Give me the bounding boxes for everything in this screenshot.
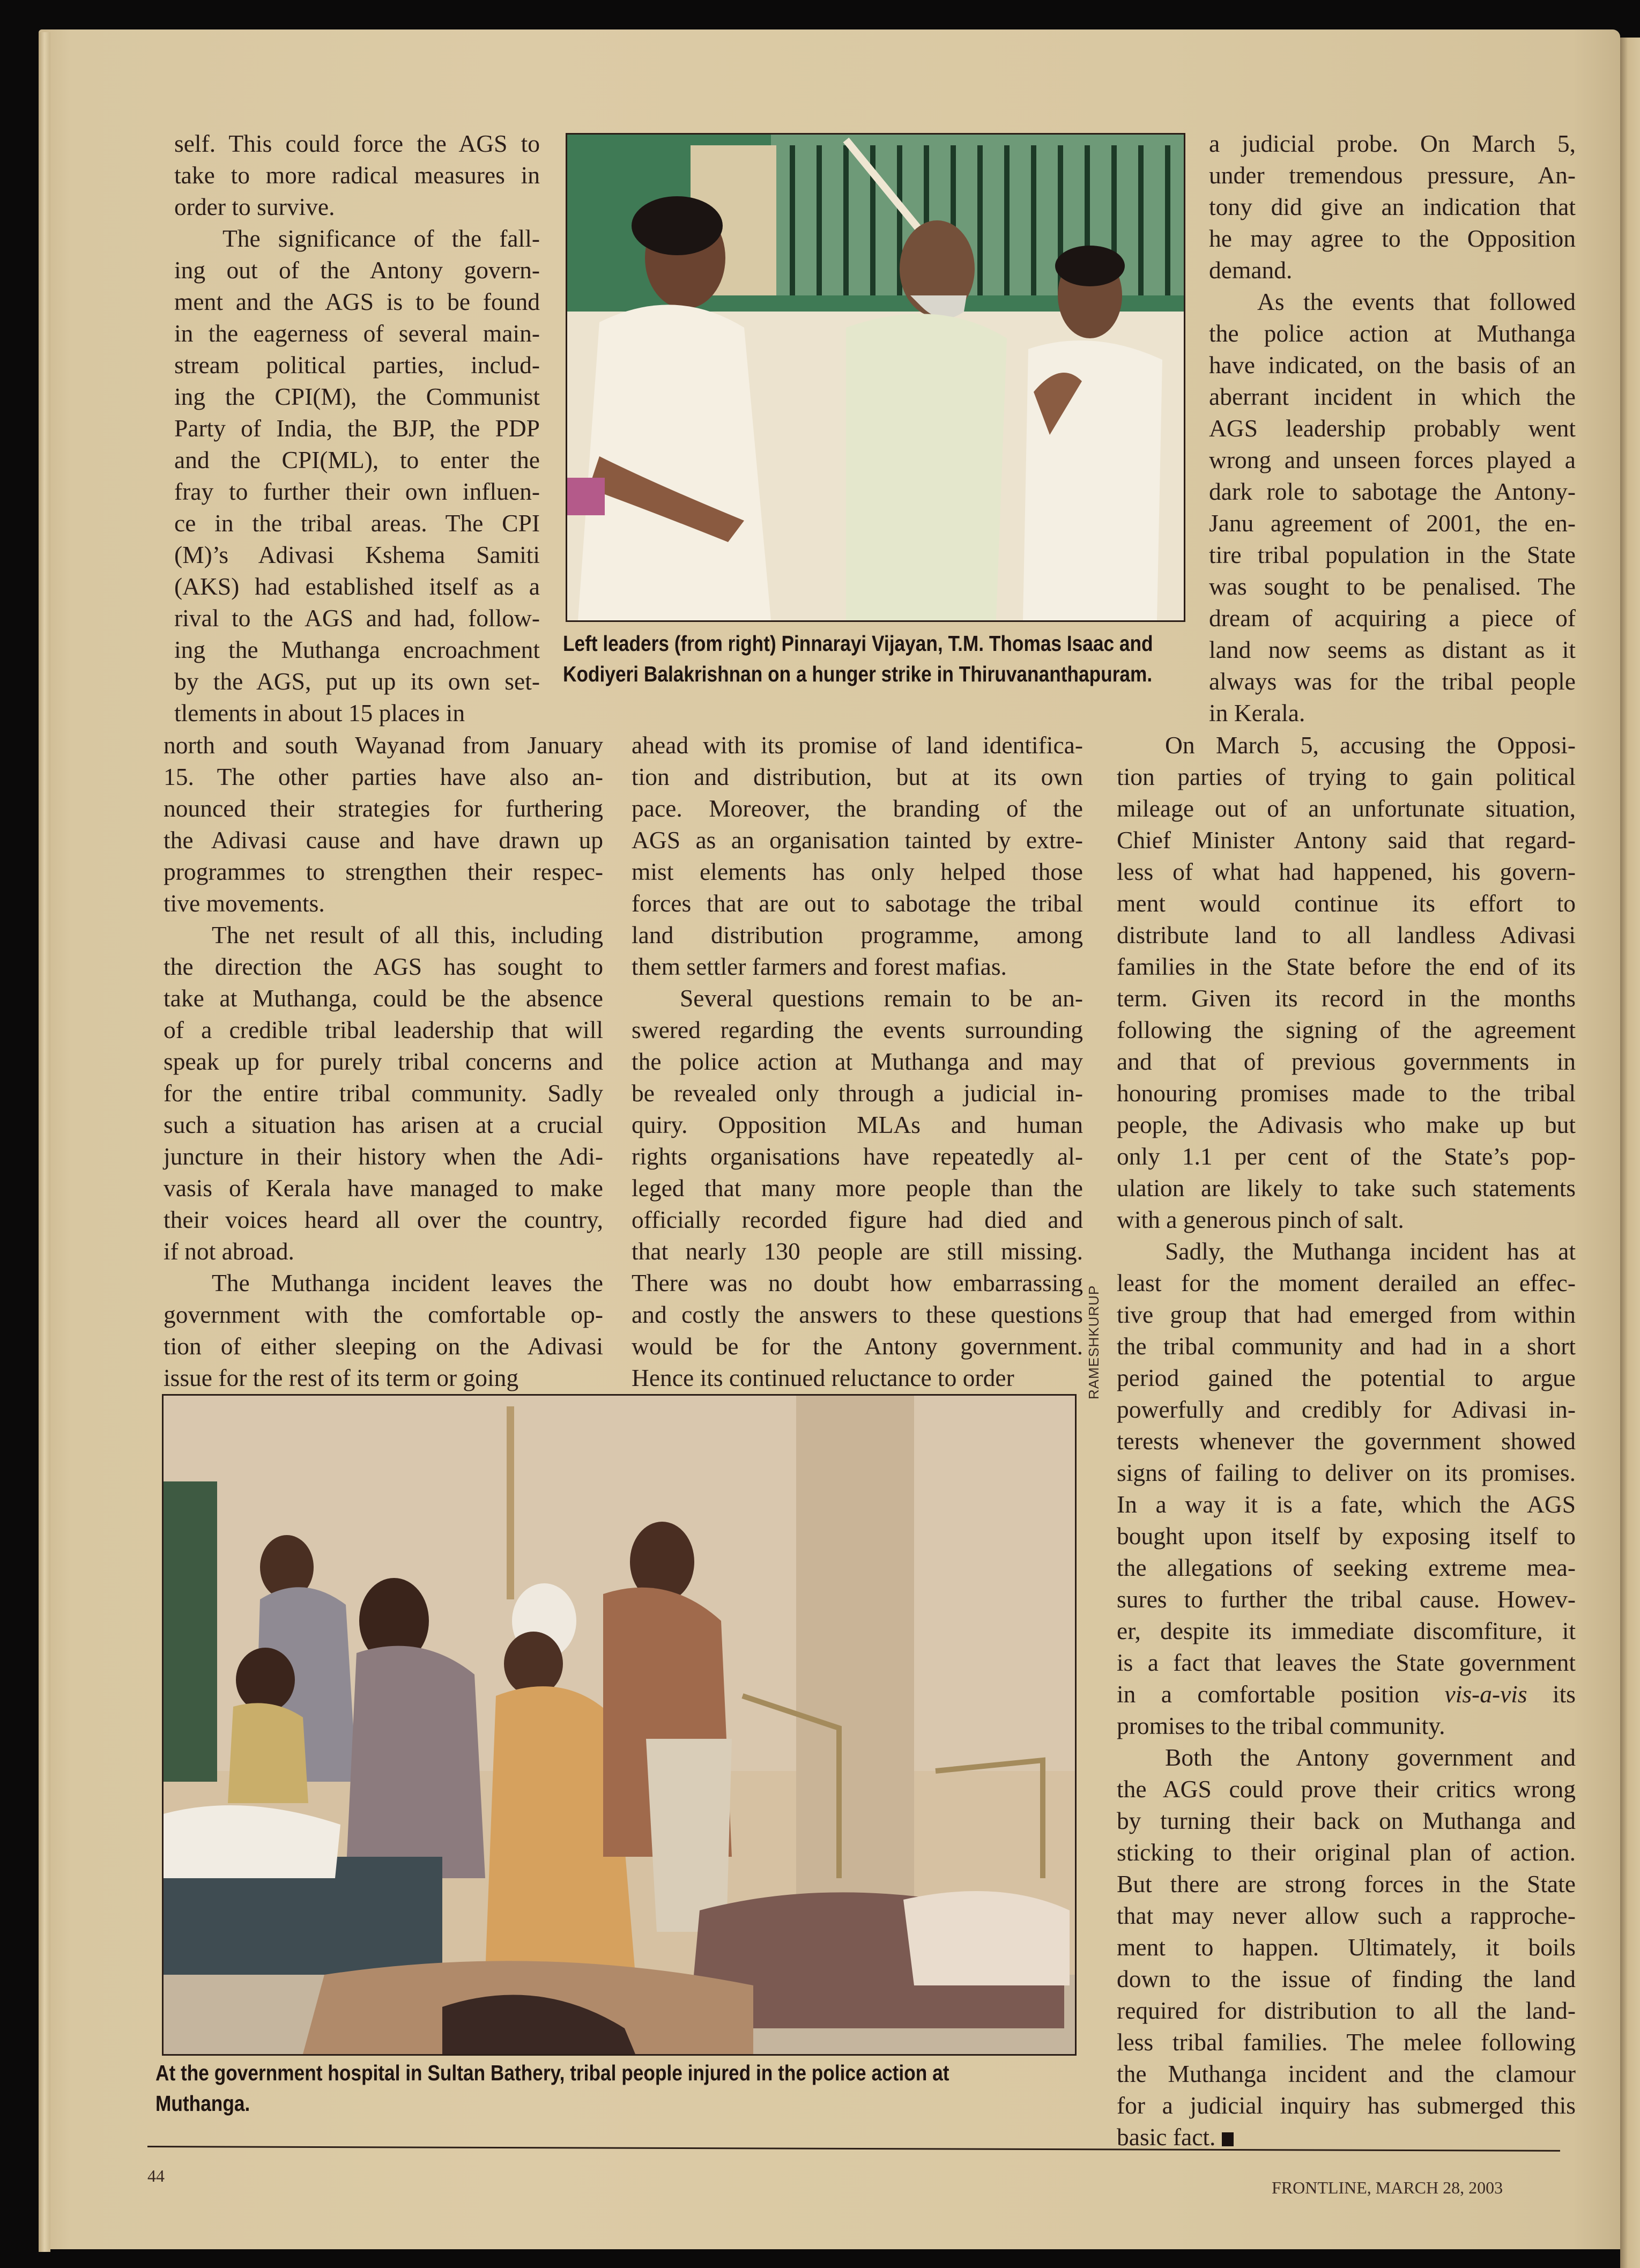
text-line: in Kerala. (1209, 699, 1305, 727)
text-line: take at Muthanga, could be the absence (164, 984, 603, 1012)
text-line: and that of previous governments in (1117, 1048, 1576, 1075)
text-line: self. This could force the AGS to (174, 130, 540, 157)
text-line: mileage out of an unfortunate situation, (1117, 795, 1576, 822)
text-line: forces that are out to sabotage the tribal (632, 890, 1083, 917)
text-line: The Muthanga incident leaves the (212, 1269, 603, 1296)
text-line: the allegations of seeking extreme mea- (1117, 1554, 1576, 1581)
text-line: sures to further the tribal cause. Howev- (1117, 1585, 1576, 1613)
text-line: such a situation has arisen at a crucial (164, 1111, 603, 1138)
text-line: following the signing of the agreement (1117, 1016, 1576, 1043)
text-line: ment and the AGS is to be found (174, 288, 540, 315)
text-line: AGS as an organisation tainted by extre- (632, 826, 1083, 854)
text-line: juncture in their history when the Adi- (164, 1143, 603, 1170)
text-line: land now seems as distant as it (1209, 636, 1576, 663)
text-line: the direction the AGS has sought to (164, 953, 603, 980)
text-line: ce in the tribal areas. The CPI (174, 509, 540, 537)
text-line: tive group that had emerged from within (1117, 1301, 1576, 1328)
text-line: ment would continue its effort to (1117, 890, 1576, 917)
text-line: tion parties of trying to gain political (1117, 763, 1576, 790)
text-line: be revealed only through a judicial in- (632, 1079, 1083, 1107)
text-line: honouring promises made to the tribal (1117, 1079, 1576, 1107)
hospital-photo-image (164, 1396, 1075, 2054)
text-line: ing the CPI(M), the Communist (174, 383, 540, 410)
text-line: for a judicial inquiry has submerged this (1117, 2092, 1576, 2119)
text-line: bought upon itself by exposing itself to (1117, 1522, 1576, 1550)
text-line: required for distribution to all the land- (1117, 1997, 1576, 2024)
text-line: always was for the tribal people (1209, 668, 1576, 695)
text-line: in the eagerness of several main- (174, 320, 540, 347)
text-line: is a fact that leaves the State government (1117, 1649, 1576, 1676)
text-line: under tremendous pressure, An- (1209, 161, 1576, 189)
text-line: aberrant incident in which the (1209, 383, 1576, 410)
article-column-right-bottom (1117, 729, 1576, 2153)
text-line: AGS leadership probably went (1209, 414, 1576, 442)
text-line: officially recorded figure had died and (632, 1206, 1083, 1233)
text-line: dark role to sabotage the Antony- (1209, 478, 1576, 505)
hunger-strike-photo-caption: Left leaders (from right) Pinnarayi Vijayan, T.M. Thomas Isaac and Kodiyeri Balakrishnan on a hunger strike in Thiruvananthapuram. (563, 631, 1153, 686)
text-line: that nearly 130 people are still missing. (632, 1237, 1083, 1265)
text-line: the police action at Muthanga and may (632, 1048, 1083, 1075)
text-line: rival to the AGS and had, follow- (174, 604, 540, 632)
text-line: least for the moment derailed an effec- (1117, 1269, 1576, 1296)
text-line: But there are strong forces in the State (1117, 1870, 1576, 1898)
text-line: (M)’s Adivasi Kshema Samiti (174, 541, 540, 568)
text-line: the police action at Muthanga (1209, 320, 1576, 347)
text-line: Chief Minister Antony said that regard- (1117, 826, 1576, 854)
text-line: 15. The other parties have also an- (164, 763, 603, 790)
text-line: On March 5, accusing the Opposi- (1165, 731, 1576, 759)
text-line: Both the Antony government and (1165, 1744, 1576, 1771)
text-line: signs of failing to deliver on its promises. (1117, 1459, 1576, 1486)
text-line: period gained the potential to argue (1117, 1364, 1576, 1391)
text-line: speak up for purely tribal concerns and (164, 1048, 603, 1075)
text-line: with a generous pinch of salt. (1117, 1206, 1404, 1233)
text-line: less tribal families. The melee following (1117, 2028, 1576, 2056)
text-line: There was no doubt how embarrassing (632, 1269, 1083, 1296)
text-line: ment to happen. Ultimately, it boils (1117, 1933, 1576, 1961)
article-column-right-top (1209, 128, 1576, 729)
text-line: of a credible tribal leadership that will (164, 1016, 603, 1043)
text-line: north and south Wayanad from January (164, 731, 603, 759)
text-line: the tribal community and had in a short (1117, 1332, 1576, 1360)
text-line: Janu agreement of 2001, the en- (1209, 509, 1576, 537)
photo-credit: RAMESHKURUP (1086, 1285, 1102, 1399)
text-line: programmes to strengthen their respec- (164, 858, 603, 885)
text-line: wrong and unseen forces played a (1209, 446, 1576, 473)
text-line: if not abroad. (164, 1237, 294, 1265)
text-line: term. Given its record in the months (1117, 984, 1576, 1012)
article-column-middle (632, 729, 1083, 1394)
hunger-strike-photo-image (567, 135, 1184, 620)
text-line: The significance of the fall- (222, 225, 540, 252)
text-line: nounced their strategies for furthering (164, 795, 603, 822)
page-number: 44 (147, 2166, 165, 2185)
text-line: have indicated, on the basis of an (1209, 351, 1576, 379)
text-line: fray to further their own influen- (174, 478, 540, 505)
text-line: rights organisations have repeatedly al- (632, 1143, 1083, 1170)
text-line: was sought to be penalised. The (1209, 573, 1576, 600)
text-line: ing the Muthanga encroachment (174, 636, 540, 663)
text-line: sticking to their original plan of action. (1117, 1839, 1576, 1866)
text-line: leged that many more people than the (632, 1174, 1083, 1202)
text-line: less of what had happened, his govern- (1117, 858, 1576, 885)
text-line: vasis of Kerala have managed to make (164, 1174, 603, 1202)
text-line: he may agree to the Opposition (1209, 225, 1576, 252)
text-line: ing out of the Antony govern- (174, 256, 540, 284)
text-line: stream political parties, includ- (174, 351, 540, 379)
text-line: government with the comfortable op- (164, 1301, 603, 1328)
text-line: by turning their back on Muthanga and (1117, 1807, 1576, 1834)
facing-page-edge (1620, 38, 1640, 2268)
text-line: their voices heard all over the country, (164, 1206, 603, 1233)
text-line: swered regarding the events surrounding (632, 1016, 1083, 1043)
text-line: tlements in about 15 places in (174, 699, 465, 727)
text-line: that may never allow such a rapproche- (1117, 1902, 1576, 1929)
text-line: Hence its continued reluctance to order (632, 1364, 1014, 1391)
italic-phrase: vis-a-vis (1444, 1680, 1527, 1708)
article-column-left-lower (164, 729, 603, 1394)
text-line: people, the Adivasis who make up but (1117, 1111, 1576, 1138)
text-line: for the entire tribal community. Sadly (164, 1079, 603, 1107)
text-line: ahead with its promise of land identifica- (632, 731, 1083, 759)
text-line: Party of India, the BJP, the PDP (174, 414, 540, 442)
text-line: land distribution programme, among (632, 921, 1083, 948)
text-line: in a comfortable position vis-a-vis its (1117, 1680, 1576, 1708)
text-line: er, despite its immediate discomfiture, it (1117, 1617, 1576, 1644)
text-line: mist elements has only helped those (632, 858, 1083, 885)
text-line: tive movements. (164, 890, 325, 917)
text-line: down to the issue of finding the land (1117, 1965, 1576, 1992)
hospital-photo (162, 1394, 1077, 2056)
text-line: (AKS) had established itself as a (174, 573, 540, 600)
text-line: would be for the Antony government. (632, 1332, 1083, 1360)
text-line: quiry. Opposition MLAs and human (632, 1111, 1083, 1138)
text-line: basic fact. (1117, 2121, 1576, 2153)
page-stack-edge (39, 32, 50, 2252)
text-line: tion of either sleeping on the Adivasi (164, 1332, 603, 1360)
hunger-strike-photo (566, 133, 1185, 622)
text-line: order to survive. (174, 193, 335, 220)
text-line: the Adivasi cause and have drawn up (164, 826, 603, 854)
text-line: them settler farmers and forest mafias. (632, 953, 1007, 980)
text-line: and costly the answers to these questions (632, 1301, 1083, 1328)
text-line: the AGS could prove their critics wrong (1117, 1775, 1576, 1803)
text-line: As the events that followed (1257, 288, 1576, 315)
text-line: terests whenever the government showed (1117, 1427, 1576, 1455)
text-line: by the AGS, put up its own set- (174, 668, 540, 695)
text-line: distribute land to all landless Adivasi (1117, 921, 1576, 948)
issue-line: FRONTLINE, MARCH 28, 2003 (1272, 2178, 1503, 2197)
text-line: tire tribal population in the State (1209, 541, 1576, 568)
text-line: The net result of all this, including (212, 921, 603, 948)
text-line: dream of acquiring a piece of (1209, 604, 1576, 632)
text-line: the Muthanga incident and the clamour (1117, 2060, 1576, 2087)
text-line: Several questions remain to be an- (680, 984, 1083, 1012)
text-line: and the CPI(ML), to enter the (174, 446, 540, 473)
article-column-left (174, 128, 540, 729)
text-line: only 1.1 per cent of the State’s pop- (1117, 1143, 1576, 1170)
text-line: tony did give an indication that (1209, 193, 1576, 220)
text-line: take to more radical measures in (174, 161, 540, 189)
text-line: powerfully and credibly for Adivasi in- (1117, 1396, 1576, 1423)
text-line: issue for the rest of its term or going (164, 1364, 519, 1391)
text-line: In a way it is a fate, which the AGS (1117, 1491, 1576, 1518)
text-line: families in the State before the end of its (1117, 953, 1576, 980)
hospital-photo-caption: At the government hospital in Sultan Bathery, tribal people injured in the police action at Muthanga. (155, 2061, 949, 2116)
text-line: ulation are likely to take such statements (1117, 1174, 1576, 1202)
text-line: promises to the tribal community. (1117, 1712, 1445, 1739)
text-line: Sadly, the Muthanga incident has at (1165, 1237, 1576, 1265)
text-line: pace. Moreover, the branding of the (632, 795, 1083, 822)
text-line: tion and distribution, but at its own (632, 763, 1083, 790)
end-of-article-mark (1222, 2132, 1234, 2146)
text-line: demand. (1209, 256, 1293, 284)
text-line: a judicial probe. On March 5, (1209, 130, 1576, 157)
